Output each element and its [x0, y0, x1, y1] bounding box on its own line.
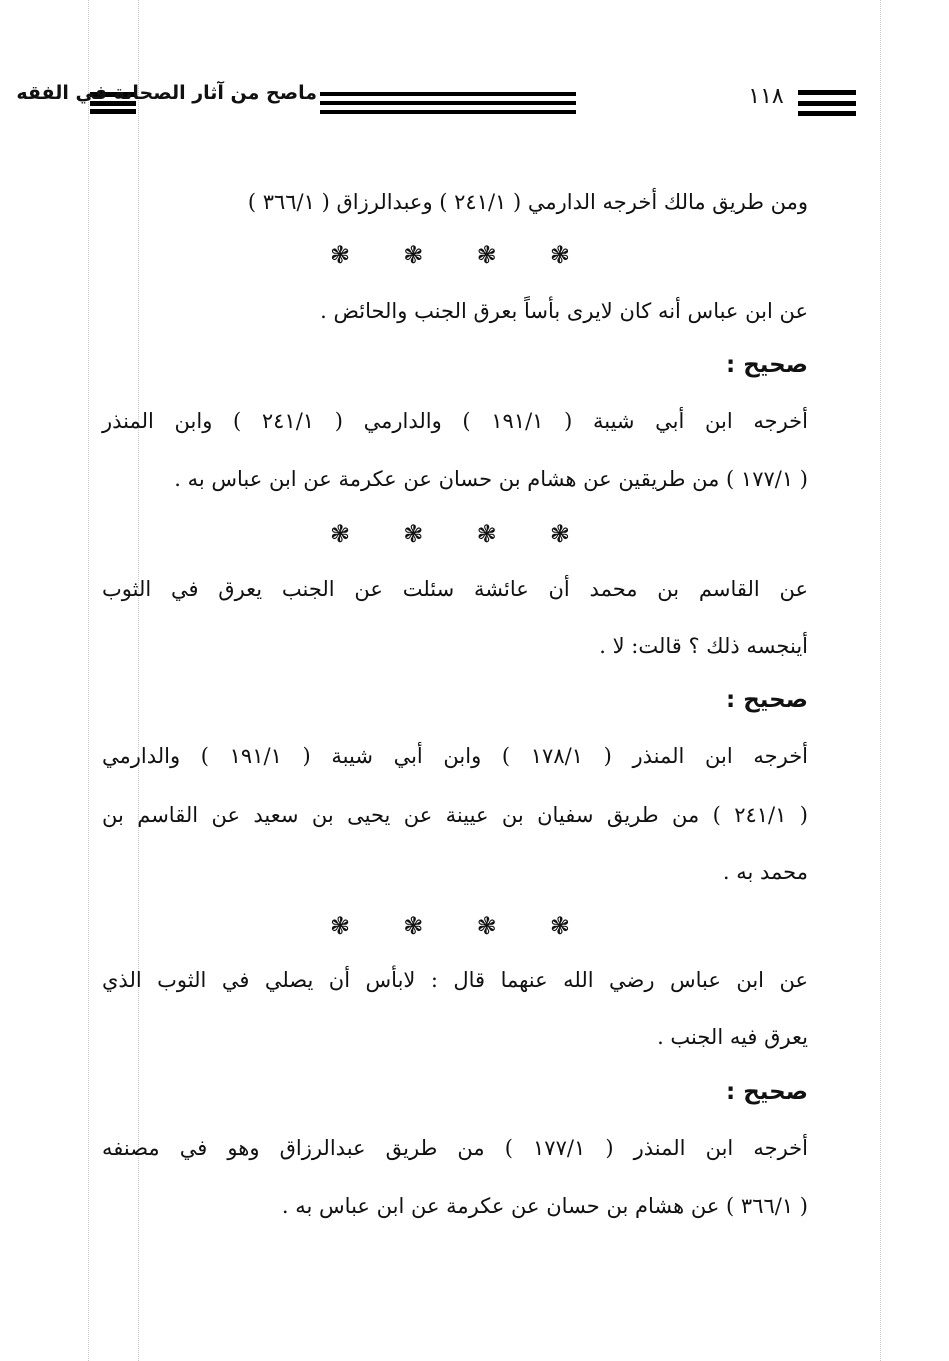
- ornament-star-icon: ❃: [549, 912, 571, 940]
- text-line: أخرجه ابن المنذر ( ١٧٨/١ ) وابن أبي شيبة ( ١٩١/١ ) والدارمي: [102, 744, 809, 768]
- text-line: ( ٣٦٦/١ ) عن هشام بن حسان عن عكرمة عن ابن عباس به .: [281, 1194, 808, 1218]
- header-rule-right: [798, 90, 856, 116]
- text-line: ( ١٧٧/١ ) من طريقين عن هشام بن حسان عن عكرمة عن ابن عباس به .: [174, 467, 808, 491]
- text-line: عن ابن عباس أنه كان لايرى بأساً بعرق الجنب والحائض .: [320, 299, 808, 323]
- grading-heading: صحيح :: [726, 1079, 808, 1105]
- ornament-star-icon: ❃: [329, 520, 351, 548]
- ornament-star-icon: ❃: [329, 912, 351, 940]
- ornament-star-icon: ❃: [549, 241, 571, 269]
- grading-heading: صحيح :: [726, 687, 808, 713]
- grading-heading: صحيح :: [726, 352, 808, 378]
- scan-guide-line: [880, 0, 881, 1361]
- text-line: أخرجه ابن أبي شيبة ( ١٩١/١ ) والدارمي ( ٢٤١/١ ) وابن المنذر: [102, 409, 808, 433]
- page-number: ١١٨: [748, 84, 784, 109]
- ornament-star-icon: ❃: [476, 520, 497, 548]
- ornament-star-icon: ❃: [329, 241, 351, 269]
- text-line: أينجسه ذلك ؟ قالت: لا .: [599, 634, 808, 658]
- ornament-star-icon: ❃: [403, 241, 424, 269]
- page-header: [16, 80, 858, 124]
- text-line: ومن طريق مالك أخرجه الدارمي ( ٢٤١/١ ) وعبدالرزاق ( ٣٦٦/١ ): [247, 190, 808, 214]
- scan-guide-line: [88, 0, 89, 1361]
- section-separator: [300, 243, 600, 267]
- ornament-star-icon: ❃: [476, 241, 497, 269]
- running-title: ماصح من آثار الصحابة في الفقه: [16, 82, 317, 104]
- text-line: أخرجه ابن المنذر ( ١٧٧/١ ) من طريق عبدالرزاق وهو في مصنفه: [102, 1136, 808, 1160]
- header-rule-middle: [320, 92, 576, 114]
- ornament-star-icon: ❃: [403, 912, 424, 940]
- section-separator: [300, 522, 600, 546]
- ornament-star-icon: ❃: [549, 520, 571, 548]
- ornament-star-icon: ❃: [403, 520, 424, 548]
- text-line: يعرق فيه الجنب .: [657, 1025, 808, 1049]
- ornament-star-icon: ❃: [476, 912, 497, 940]
- text-line: عن القاسم بن محمد أن عائشة سئلت عن الجنب يعرق في الثوب: [102, 577, 808, 601]
- text-line: عن ابن عباس رضي الله عنهما قال : لابأس أن يصلي في الثوب الذي: [102, 968, 808, 992]
- text-line: محمد به .: [722, 860, 808, 884]
- text-line: ( ٢٤١/١ ) من طريق سفيان بن عيينة عن يحيى بن سعيد عن القاسم بن: [102, 803, 809, 827]
- section-separator: [300, 914, 600, 938]
